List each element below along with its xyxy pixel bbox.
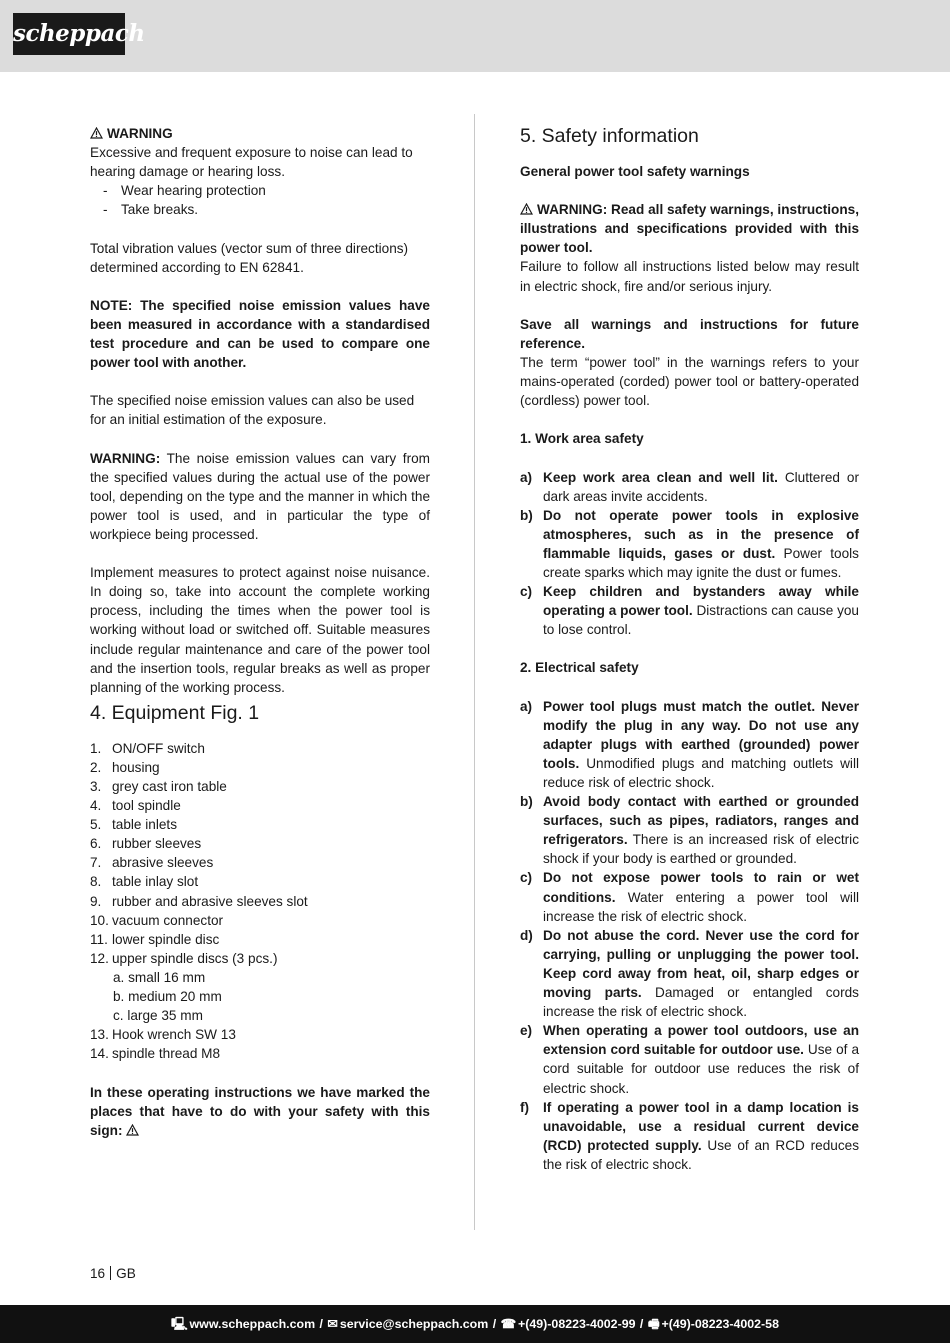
website-link[interactable]: www.scheppach.com [189,1317,316,1331]
estimation-paragraph: The specified noise emission values can also be used for an initial estimation of the exposure. [90,393,415,428]
left-column [90,124,430,1140]
safety-sign-paragraph: In these operating instructions we have marked the places that have to do with your safety with this sign: [90,1084,430,1138]
vibration-paragraph: Total vibration values (vector sum of three directions) determined according to EN 62841. [90,240,409,275]
list-item: b. medium 20 mm [113,989,222,1005]
email-link[interactable]: service@scheppach.com [339,1317,489,1331]
warning-title: WARNING [107,126,173,141]
list-item: a. small 16 mm [113,969,206,985]
list-item: 2. housing [90,759,160,775]
spindle-disc-sublist [90,968,430,1025]
read-warnings-paragraph: WARNING: Read all safety warnings, instructions, illustrations and specifications provided with this power tool. [520,202,859,256]
general-warnings-title: General power tool safety warnings [520,164,750,179]
contact-footer: 🖳 www.scheppach.com / ✉ service@scheppach.com / ☎ +(49)-08223-4002-99 / 🖷 +(49)-08223-4002-58 [0,1305,950,1343]
list-item: 4. tool spindle [90,798,181,814]
list-item: 5. table inlets [90,817,177,833]
fax-number: +(49)-08223-4002-58 [661,1317,779,1331]
list-item: 1. ON/OFF switch [90,740,205,756]
phone-icon: ☎ [500,1317,517,1331]
list-item: 3. grey cast iron table [90,779,227,794]
power-tool-term-paragraph: The term “power tool” in the warnings refers to your mains-operated (corded) power tool or battery-operated (cordless) power tool. [520,354,859,409]
list-item: 10. vacuum connector [90,912,224,928]
work-area-title: 1. Work area safety [520,431,644,447]
list-item: a) Keep work area clean and well lit. Cluttered or dark areas invite accidents. [520,469,859,504]
page-header [0,0,950,72]
list-item: 12. upper spindle discs (3 pcs.) [90,950,278,966]
list-item: 9. rubber and abrasive sleeves slot [90,893,308,909]
warning-triangle-icon [126,1124,139,1136]
safety-heading: 5. Safety information [520,125,699,147]
list-item: a) Power tool plugs must match the outlet. Never modify the plug in any way. Do not use any adapter plugs with earthed (grounded) power tools. Unmodified plugs and matching outlets will reduce risk of electric shock. [520,698,859,790]
equipment-heading: 4. Equipment Fig. 1 [90,701,260,724]
electrical-safety-title: 2. Electrical safety [520,660,639,676]
warning2-label: WARNING: [90,450,161,466]
column-divider [474,114,475,1230]
save-instructions-title: Save all warnings and instructions for future reference. [520,316,859,351]
list-item: 13. Hook wrench SW 13 [90,1027,236,1043]
equipment-list [90,739,430,968]
phone-number: +(49)-08223-4002-99 [518,1317,636,1331]
list-item: 7. abrasive sleeves [90,855,214,871]
list-item: 6. rubber sleeves [90,836,202,852]
warning-heading [90,124,430,143]
measures-paragraph: Implement measures to protect against noise nuisance. In doing so, take into account the complete working process, including the times when the power tool is working without load or switched off. Suitable measures include regular maintenance and care of the power tool and the insertion tools, regular breaks as well as proper planning of the working process. [90,565,430,695]
fax-icon: 🖷 [647,1317,660,1331]
list-item: - Take breaks. [90,200,430,219]
list-item: f) If operating a power tool in a damp location is unavoidable, use a residual current device (RCD) protected supply. Use of an RCD reduces the risk of electric shock. [520,1099,860,1172]
right-column [520,124,859,1174]
list-item: d) Do not abuse the cord. Never use the cord for carrying, pulling or unplugging the power tool. Keep cord away from heat, oil, sharp edges or moving parts. Damaged or entangled cords increase the risk of electric shock. [520,927,859,1020]
computer-icon: 🖳 [171,1317,188,1331]
page-number: 16 GB [90,1266,136,1281]
list-item: b) Avoid body contact with earthed or grounded surfaces, such as pipes, radiators, ranges and refrigerators. There is an increased risk of electric shock if your body is earthed or grounded. [520,794,859,867]
work-area-list [520,468,859,640]
brand-logo: scheppach [13,13,125,55]
list-item: e) When operating a power tool outdoors, use an extension cord suitable for outdoor use. Use of a cord suitable for outdoor use reduces the risk of electric shock. [520,1023,860,1096]
list-item: c) Keep children and bystanders away while operating a power tool. Distractions can cause you to lose control. [520,584,859,638]
list-item: 8. table inlay slot [90,874,199,890]
warning-triangle-icon [520,203,533,215]
failure-paragraph: Failure to follow all instructions listed below may result in electric shock, fire and/or serious injury. [520,259,859,294]
list-item: c) Do not expose power tools to rain or wet conditions. Water entering a power tool will increase the risk of electric shock. [520,870,859,924]
list-item: c. large 35 mm [113,1008,203,1024]
warning-triangle-icon [90,127,103,139]
list-item: b) Do not operate power tools in explosive atmospheres, such as in the presence of flammable liquids, gases or dust. Power tools create sparks which may ignite the dust or fumes. [520,507,859,580]
list-item: 11. lower spindle disc [90,931,220,947]
warning-list [90,181,430,219]
warning-text: Excessive and frequent exposure to noise can lead to hearing damage or hearing loss. [90,145,413,180]
list-item: - Wear hearing protection [90,181,430,200]
equipment-list-continued [90,1025,430,1063]
warning2-paragraph: WARNING: The noise emission values can vary from the specified values during the actual use of the power tool, depending on the type and the manner in which the power tool is used, and in particular the type of workpiece being processed. [90,450,430,542]
email-icon: ✉ [327,1317,338,1331]
note-paragraph: NOTE: The specified noise emission values have been measured in accordance with a standardised test procedure and can be used to compare one power tool with another. [90,297,430,371]
list-item: 14. spindle thread M8 [90,1046,221,1062]
electrical-safety-list [520,697,859,1174]
